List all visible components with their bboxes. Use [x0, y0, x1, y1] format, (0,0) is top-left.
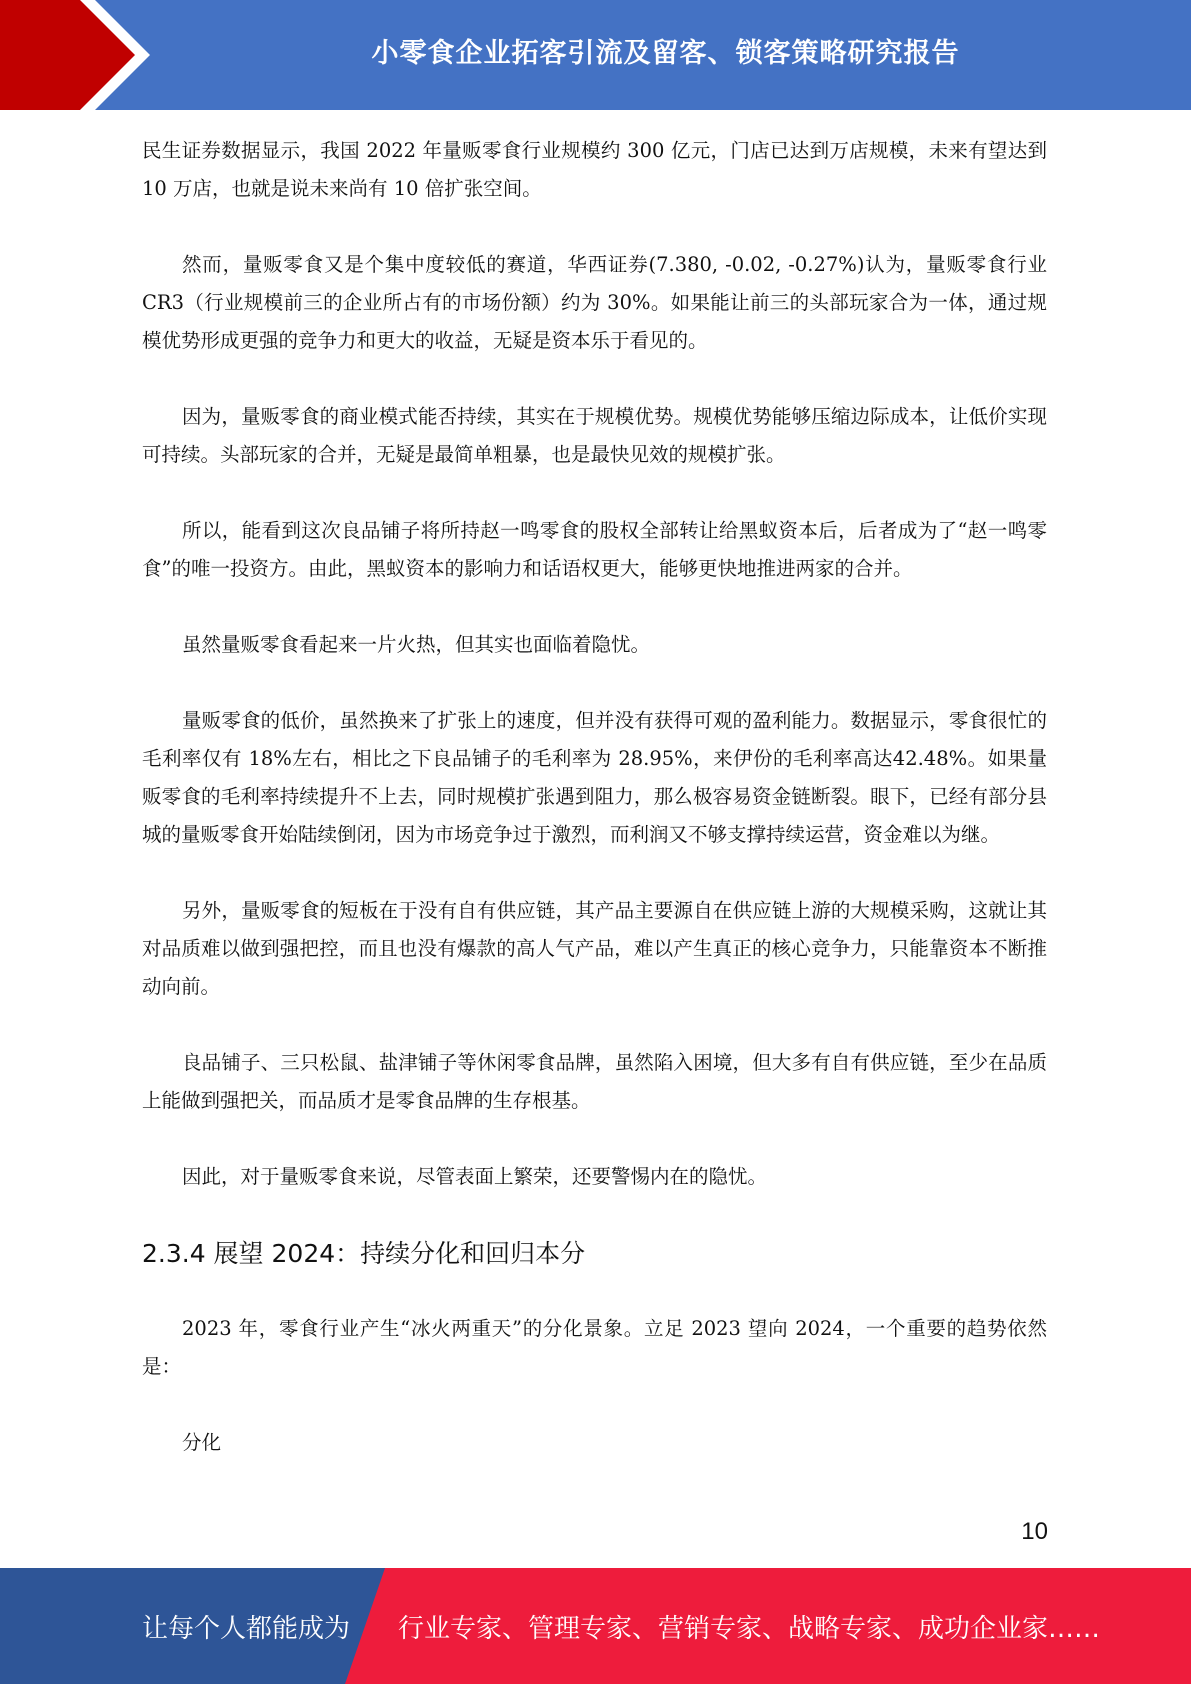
page-number: 10: [1021, 1518, 1048, 1545]
paragraph-1: 民生证券数据显示，我国 2022 年量贩零食行业规模约 300 亿元，门店已达到万店规模，未来有望达到 10 万店，也就是说未来尚有 10 倍扩张空间。: [142, 139, 1047, 200]
document-body: [142, 132, 1047, 1500]
paragraph-8: 良品铺子、三只松鼠、盐津铺子等休闲零食品牌，虽然陷入困境，但大多有自有供应链，至少在品质上能做到强把关，而品质才是零食品牌的生存根基。: [142, 1051, 1047, 1112]
paragraph-10: 2023 年，零食行业产生“冰火两重天”的分化景象。立足 2023 望向 2024，一个重要的趋势依然是：: [142, 1317, 1047, 1378]
paragraph-4: 所以，能看到这次良品铺子将所持赵一鸣零食的股权全部转让给黑蚁资本后，后者成为了“赵一鸣零食”的唯一投资方。由此，黑蚁资本的影响力和话语权更大，能够更快地推进两家的合并。: [142, 519, 1047, 580]
paragraph-11: 分化: [182, 1431, 222, 1454]
paragraph-5: 虽然量贩零食看起来一片火热，但其实也面临着隐忧。: [182, 633, 651, 656]
paragraph-9: 因此，对于量贩零食来说，尽管表面上繁荣，还要警惕内在的隐忧。: [182, 1165, 768, 1188]
section-heading: 2.3.4 展望 2024：持续分化和回归本分: [142, 1239, 586, 1268]
paragraph-7: 另外，量贩零食的短板在于没有自有供应链，其产品主要源自在供应链上游的大规模采购，这就让其对品质难以做到强把控，而且也没有爆款的高人气产品，难以产生真正的核心竞争力，只能靠资本不断推动向前。: [142, 899, 1047, 998]
page-header: [0, 0, 1191, 110]
report-title: 小零食企业拓客引流及留客、锁客策略研究报告: [371, 37, 960, 69]
footer-slogan-left: 让每个人都能成为: [142, 1613, 351, 1644]
header-red-arrow-decoration: [0, 0, 150, 110]
paragraph-6: 量贩零食的低价，虽然换来了扩张上的速度，但并没有获得可观的盈利能力。数据显示，零食很忙的毛利率仅有 18%左右，相比之下良品铺子的毛利率为 28.95%，来伊份的毛利率高达42.48%。如果量贩零食的毛利率持续提升不上去，同时规模扩张遇到阻力，那么极容易资金链断裂。眼下，已经有部分县城的量贩零食开始陆续倒闭，因为市场竞争过于激烈，而利润又不够支撑持续运营，资金难以为继。: [142, 709, 1047, 846]
footer-slogan-right: 行业专家、管理专家、营销专家、战略专家、成功企业家……: [398, 1613, 1101, 1644]
paragraph-2: 然而，量贩零食又是个集中度较低的赛道，华西证券(7.380, -0.02, -0.27%)认为，量贩零食行业 CR3（行业规模前三的企业所占有的市场份额）约为 30%。如果能让前三的头部玩家合为一体，通过规模优势形成更强的竞争力和更大的收益，无疑是资本乐于看见的。: [142, 253, 1047, 352]
paragraph-3: 因为，量贩零食的商业模式能否持续，其实在于规模优势。规模优势能够压缩边际成本，让低价实现可持续。头部玩家的合并，无疑是最简单粗暴，也是最快见效的规模扩张。: [142, 405, 1047, 466]
page-footer: [0, 1568, 1191, 1684]
